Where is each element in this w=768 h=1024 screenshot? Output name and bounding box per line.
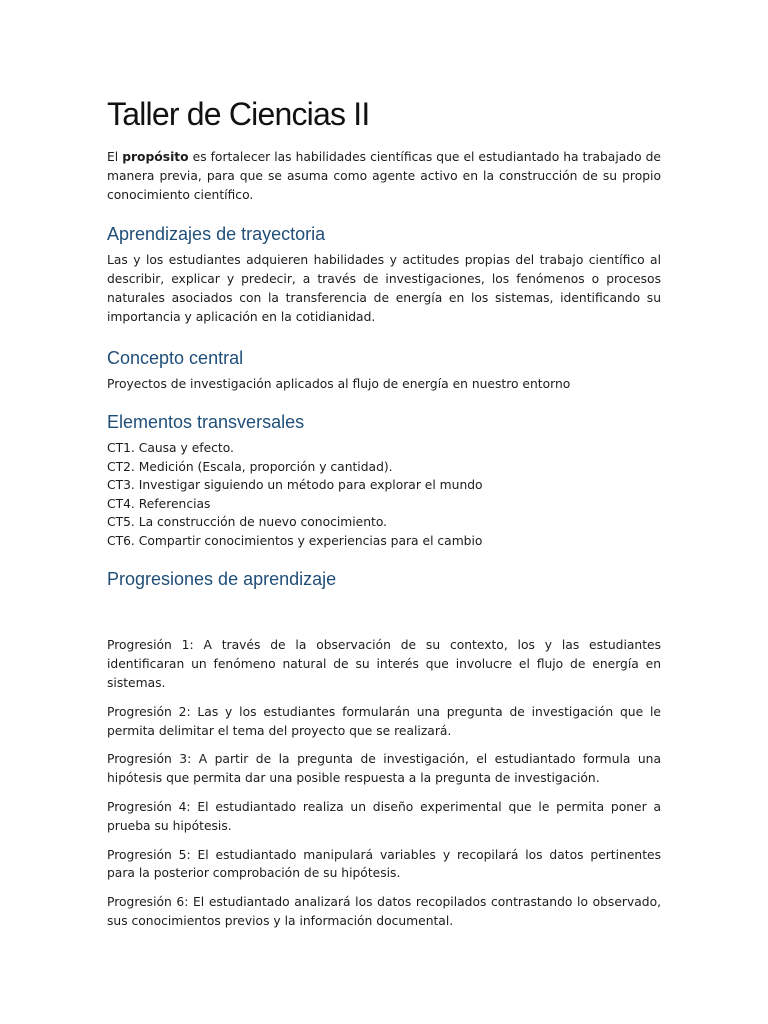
elemento-item-ct5: CT5. La construcción de nuevo conocimiento. xyxy=(107,515,388,530)
elemento-item-ct2: CT2. Medición (Escala, proporción y cantidad). xyxy=(107,459,393,474)
elemento-item-ct6: CT6. Compartir conocimientos y experiencias para el cambio xyxy=(107,533,483,548)
progresion-3: Progresión 3: A partir de la pregunta de investigación, el estudiantado formula una hipótesis que permita dar una posible respuesta a la pregunta de investigación. xyxy=(107,752,661,786)
aprendizajes-heading: Aprendizajes de trayectoria xyxy=(107,224,326,245)
elementos-list xyxy=(107,439,661,550)
elemento-item-ct1: CT1. Causa y efecto. xyxy=(107,441,234,456)
intro-bold-word: propósito xyxy=(122,150,189,164)
concepto-heading: Concepto central xyxy=(107,347,244,368)
progresion-4: Progresión 4: El estudiantado realiza un diseño experimental que le permita poner a prueba su hipótesis. xyxy=(107,799,661,833)
intro-paragraph xyxy=(107,148,661,204)
elemento-item-ct3: CT3. Investigar siguiendo un método para explorar el mundo xyxy=(107,478,483,493)
intro-prefix: El xyxy=(107,150,123,164)
concepto-paragraph: Proyectos de investigación aplicados al flujo de energía en nuestro entorno xyxy=(107,376,571,391)
document-page xyxy=(107,92,661,941)
progresion-5: Progresión 5: El estudiantado manipulará variables y recopilará los datos pertinentes para la posterior comprobación de su hipótesis. xyxy=(107,847,661,881)
aprendizajes-paragraph: Las y los estudiantes adquieren habilidades y actitudes propias del trabajo científico al describir, explicar y predecir, a través de investigaciones, los fenómenos o procesos naturales asociados con la transferencia de energía en los sistemas, identificando su importancia y aplicación en la cotidianidad. xyxy=(107,253,661,324)
intro-rest: es fortalecer las habilidades científicas que el estudiantado ha trabajado de manera previa, para que se asuma como agente activo en la construcción de su propio conocimiento científico. xyxy=(107,150,661,202)
elemento-item-ct4: CT4. Referencias xyxy=(107,496,211,511)
progresiones-heading: Progresiones de aprendizaje xyxy=(107,569,337,590)
progresion-2: Progresión 2: Las y los estudiantes formularán una pregunta de investigación que le permita delimitar el tema del proyecto que se realizará. xyxy=(107,704,661,738)
elementos-heading: Elementos transversales xyxy=(107,412,305,433)
progresion-6: Progresión 6: El estudiantado analizará los datos recopilados contrastando lo observado, sus conocimientos previos y la información documental. xyxy=(107,895,661,928)
progresion-1: Progresión 1: A través de la observación de su contexto, los y las estudiantes identificaran un fenómeno natural de su interés que involucre el flujo de energía en sistemas. xyxy=(107,638,661,690)
document-title: Taller de Ciencias II xyxy=(107,96,370,132)
